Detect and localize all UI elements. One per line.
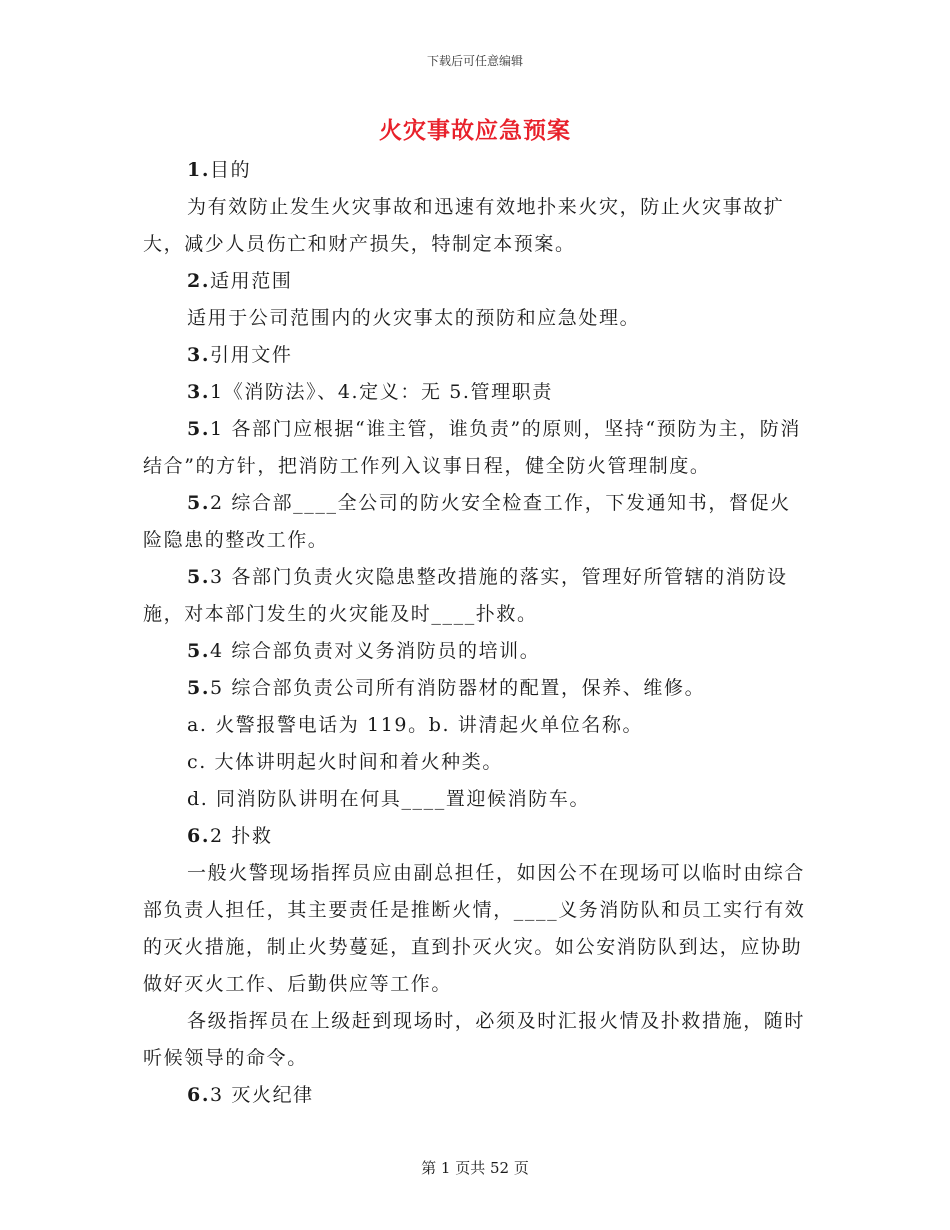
section-text: 1《消防法》、4.定义：无 5.管理职责 xyxy=(210,381,553,403)
section-number: 5. xyxy=(187,640,211,662)
page-footer: 第 1 页共 52 页 xyxy=(421,1159,529,1177)
paragraph-commanders: 各级指挥员在上级赶到现场时，必须及时汇报火情及扑救措施，随时听候领导的命令。 xyxy=(143,1010,806,1069)
section-number: 5. xyxy=(187,677,211,699)
list-item-c: c. 大体讲明起火时间和着火种类。 xyxy=(187,751,503,773)
section-text: 1 各部门应根据“谁主管，谁负责”的原则，坚持“预防为主，防消结合”的方针，把消防工作列入议事日程，健全防火管理制度。 xyxy=(143,418,801,477)
list-item-a: a. 火警报警电话为 119。b. 讲清起火单位名称。 xyxy=(187,714,644,736)
section-6-3 xyxy=(143,1077,811,1114)
page-header: 下载后可任意编辑 xyxy=(426,54,523,68)
section-heading-3 xyxy=(143,337,811,374)
paragraph-scope: 适用于公司范围内的火灾事太的预防和应急处理。 xyxy=(187,307,641,329)
section-text: 4 综合部负责对义务消防员的培训。 xyxy=(210,640,541,662)
section-text: 3 各部门负责火灾隐患整改措施的落实，管理好所管辖的消防设施，对本部门发生的火灾能及时____扑救。 xyxy=(143,566,788,625)
section-number: 3. xyxy=(187,344,211,366)
section-3-1 xyxy=(143,374,811,411)
section-text: 2 综合部____全公司的防火安全检查工作，下发通知书，督促火险隐患的整改工作。 xyxy=(143,492,791,551)
section-number: 1. xyxy=(187,159,211,181)
section-title: 引用文件 xyxy=(210,344,293,366)
section-title: 目的 xyxy=(210,159,252,181)
section-6-2 xyxy=(143,818,811,855)
section-5-1 xyxy=(143,411,811,485)
section-number: 2. xyxy=(187,270,211,292)
section-number: 5. xyxy=(187,492,211,514)
section-5-5 xyxy=(143,670,811,707)
section-text: 3 灭火纪律 xyxy=(210,1084,314,1106)
section-number: 5. xyxy=(187,566,211,588)
list-item-d: d. 同消防队讲明在何具____置迎候消防车。 xyxy=(187,788,591,810)
section-number: 6. xyxy=(187,1084,211,1106)
section-number: 3. xyxy=(187,381,211,403)
section-5-4 xyxy=(143,633,811,670)
section-5-2 xyxy=(143,485,811,559)
paragraph-firefighting: 一般火警现场指挥员应由副总担任，如因公不在现场可以临时由综合部负责人担任，其主要责任是推断火情，____义务消防队和员工实行有效的灭火措施，制止火势蔓延，直到扑灭火灾。如公安消防队到达，应协助做好灭火工作、后勤供应等工作。 xyxy=(143,862,806,995)
document-title: 火灾事故应急预案 xyxy=(379,117,571,144)
section-text: 5 综合部负责公司所有消防器材的配置，保养、维修。 xyxy=(210,677,706,699)
section-5-3 xyxy=(143,559,811,633)
paragraph-purpose: 为有效防止发生火灾事故和迅速有效地扑来火灾，防止火灾事故扩大，减少人员伤亡和财产损失，特制定本预案。 xyxy=(143,196,785,255)
section-number: 6. xyxy=(187,825,211,847)
section-number: 5. xyxy=(187,418,211,440)
section-heading-1 xyxy=(143,152,811,189)
document-body xyxy=(143,152,811,1114)
section-heading-2 xyxy=(143,263,811,300)
section-title: 适用范围 xyxy=(210,270,293,292)
section-text: 2 扑救 xyxy=(210,825,273,847)
